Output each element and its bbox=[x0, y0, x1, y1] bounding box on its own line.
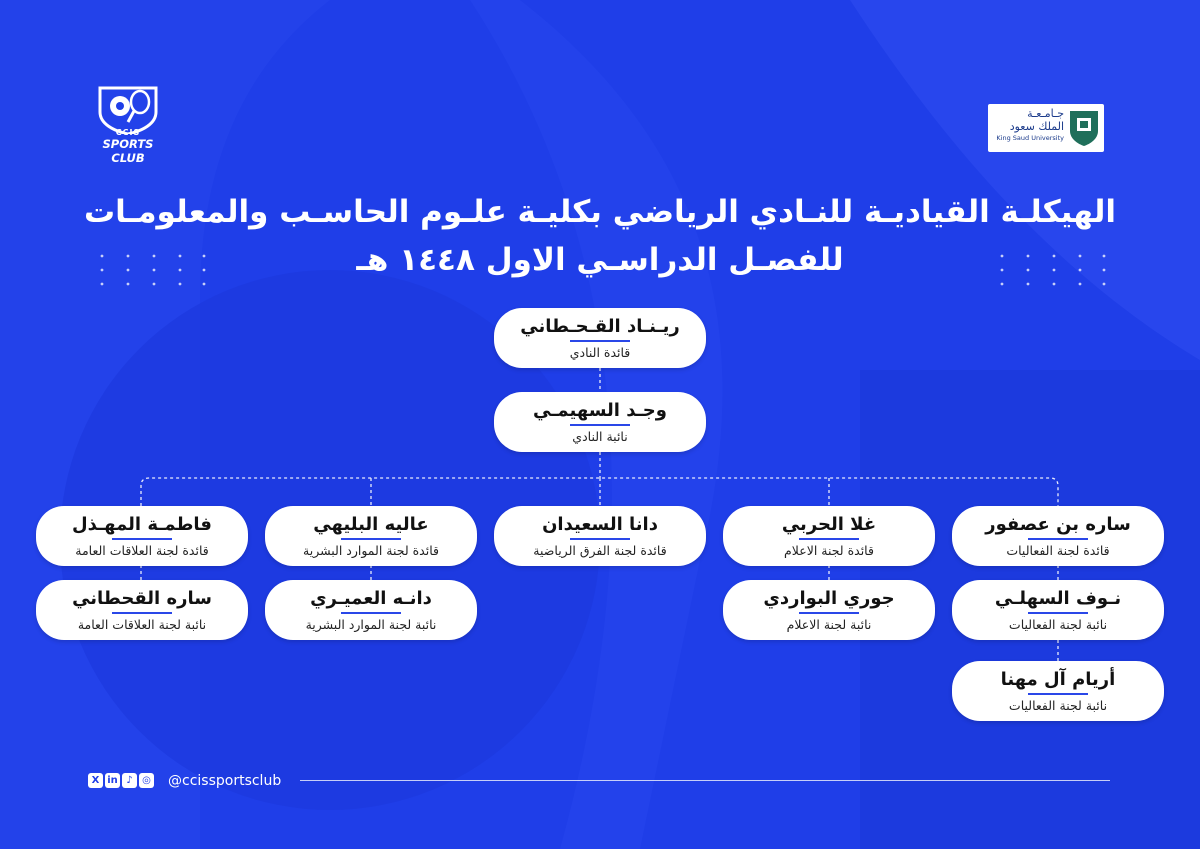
member-name: أريام آل مهنا bbox=[952, 668, 1164, 695]
member-role: نائبة لجنة الاعلام bbox=[786, 617, 872, 632]
member-role: قائدة لجنة الاعلام bbox=[784, 543, 874, 558]
node-events-leader bbox=[952, 506, 1164, 566]
node-pr-deputy bbox=[36, 580, 248, 640]
node-media-leader bbox=[723, 506, 935, 566]
social-icons bbox=[88, 773, 156, 789]
node-sports-teams-leader bbox=[494, 506, 706, 566]
node-club-deputy bbox=[494, 392, 706, 452]
member-role: قائدة لجنة العلاقات العامة bbox=[75, 543, 209, 558]
member-role: نائبة لجنة الفعاليات bbox=[1008, 617, 1108, 632]
node-events-deputy-1 bbox=[952, 580, 1164, 640]
member-name: غلا الحربي bbox=[723, 513, 935, 540]
title-line1: الهيكلـة القياديـة للنـادي الرياضي بكليـة علـوم الحاسـب والمعلومـات bbox=[83, 194, 1117, 230]
member-name: فاطمـة المهـذل bbox=[36, 513, 248, 540]
x-icon[interactable]: X bbox=[88, 773, 103, 788]
club-name-line2: SPORTS CLUB bbox=[102, 137, 154, 165]
node-hr-leader bbox=[265, 506, 477, 566]
node-club-leader bbox=[494, 308, 706, 368]
member-role: قائدة لجنة الفرق الرياضية bbox=[533, 543, 667, 558]
member-role: قائدة لجنة الفعاليات bbox=[1006, 543, 1110, 558]
node-events-deputy-2 bbox=[952, 661, 1164, 721]
member-role: نائبة لجنة الفعاليات bbox=[1008, 698, 1108, 713]
member-name: ساره القحطاني bbox=[36, 587, 248, 614]
footer-divider bbox=[300, 780, 1110, 781]
member-role: نائبة لجنة الموارد البشرية bbox=[305, 617, 437, 632]
tiktok-icon[interactable]: ♪ bbox=[122, 773, 137, 788]
node-pr-leader bbox=[36, 506, 248, 566]
node-media-deputy bbox=[723, 580, 935, 640]
member-name: نـوف السهلـي bbox=[952, 587, 1164, 614]
university-arabic-line2: الملك سعود bbox=[1009, 120, 1064, 133]
member-role: نائبة لجنة العلاقات العامة bbox=[77, 617, 207, 632]
title-line2: للفصـل الدراسـي الاول ١٤٤٨ هـ bbox=[356, 242, 844, 278]
footer bbox=[88, 770, 1118, 792]
member-name: ريـنـاد القـحـطاني bbox=[494, 315, 706, 342]
instagram-icon[interactable]: ◎ bbox=[139, 773, 154, 788]
member-role: قائدة النادي bbox=[569, 345, 631, 360]
university-english-name: King Saud University bbox=[996, 134, 1064, 142]
club-name-line1: CCIS bbox=[115, 128, 141, 137]
member-role: نائبة النادي bbox=[572, 429, 628, 444]
member-name: وجـد السهيمـي bbox=[494, 399, 706, 426]
university-arabic-line1: جـامـعـة bbox=[1027, 107, 1064, 120]
social-handle[interactable]: @ccissportsclub bbox=[168, 773, 282, 789]
linkedin-icon[interactable]: in bbox=[105, 773, 120, 788]
member-name: عاليه البليهي bbox=[265, 513, 477, 540]
member-name: دانـه العميـري bbox=[265, 587, 477, 614]
member-name: ساره بن عصفور bbox=[952, 513, 1164, 540]
member-name: جوري البواردي bbox=[723, 587, 935, 614]
node-hr-deputy bbox=[265, 580, 477, 640]
member-name: دانا السعيدان bbox=[494, 513, 706, 540]
member-role: قائدة لجنة الموارد البشرية bbox=[303, 543, 439, 558]
